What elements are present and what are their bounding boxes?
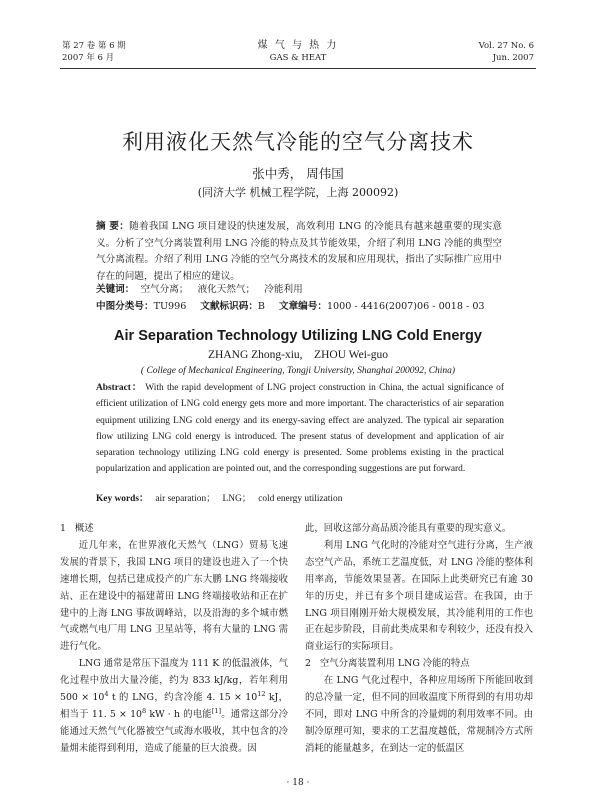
page-number: · 18 · (286, 778, 310, 788)
p2-sup-3: 8 (142, 706, 147, 715)
paragraph-3: 利用 LNG 气化时的冷能对空气进行分离，生产液态空气产品，系统工艺温度低，对 LNG 冷能的整体利用率高，节能效果显著。在国际上此类研究已有逾 30 年的历史，并已有多个项目建成运营。在我国，由于 LNG 项目刚刚开始大规模发展，其冷能利用的工作也正在起步阶段，目前此类成果和专利较少，还没有投入商业运行的实际项目。 (305, 539, 533, 653)
keywords-en-label: Key words： (96, 494, 149, 504)
abstract-cn-text: 随着我国 LNG 项目建设的快速发展，高效利用 LNG 的冷能具有越来越重要的现实意义。分析了空气分离装置利用 LNG 冷能的特点及其节能效果，介绍了利用 LNG 冷能的典型空气分离流程。介绍了利用 LNG 冷能的空气分离技术的发展和应用现状，指出了实际推广应用中存在的问题，提出了相应的建议。 (96, 221, 503, 282)
keywords-cn-label: 关键词： (96, 284, 135, 295)
abstract-en-label: Abstract： (96, 383, 143, 393)
p2-part-d: kW · h 的电能 (146, 708, 212, 720)
paper-title-cn: 利用液化天然气冷能的空气分离技术 (122, 130, 474, 154)
issue-date: 2007 年 6 月 (62, 53, 115, 63)
p2-part-c: kJ，相当于 11. 5 × 10 (60, 692, 289, 720)
volume-issue: 第 27 卷 第 6 期 (62, 41, 126, 51)
journal-name-en: GAS & HEAT (269, 53, 327, 63)
p2-sup-1: 4 (104, 689, 109, 698)
citation-ref-1[interactable]: [1] (211, 706, 222, 715)
paper-title-en: Air Separation Technology Utilizing LNG Cold Energy (114, 328, 482, 344)
p2-part-b: t 的 LNG，约含冷能 4. 15 × 10 (108, 692, 258, 704)
abstract-cn (96, 219, 502, 285)
clc-value: TU996 (153, 301, 187, 312)
doc-code-label: 文献标识码： (200, 301, 258, 312)
journal-name-cn: 煤 气 与 热 力 (257, 40, 339, 51)
keywords-en-text: air separation； LNG； cold energy utilization (148, 494, 343, 504)
p2-part-e: 。通常这部分冷能通过天然气气化器被空气或海水吸收，其中包含的冷量㶲未能得到利用，造成了能量的巨大浪费。因 (60, 708, 288, 754)
article-no-value: 1000 - 4416(2007)06 - 0018 - 03 (326, 301, 485, 312)
abstract-cn-label: 摘 要： (96, 221, 130, 232)
keywords-cn-text: 空气分离； 液化天然气； 冷能利用 (134, 284, 303, 295)
classification-cn (96, 299, 516, 315)
running-header-right (479, 40, 534, 64)
paragraph-2 (60, 656, 288, 757)
abstract-en (96, 380, 504, 478)
paragraph-2-continued: 此，回收这部分高品质冷能具有重要的现实意义。 (305, 523, 512, 534)
paragraph-1: 近几年来，在世界液化天然气（LNG）贸易飞速发展的背景下，我国 LNG 项目的建设也进入了一个快速增长期，包括已建成投产的广东大鹏 LNG 终端接收站、正在建设中的福建莆田 LNG 终端接收站和正在扩建中的上海 LNG 事故调峰站，以及沿海的多个城市燃气或燃气电厂用 LNG 卫星站等，将有大量的 LNG 需进行气化。 (60, 539, 288, 653)
header-rule (60, 68, 536, 69)
clc-label: 中图分类号： (96, 301, 154, 312)
abstract-en-text: With the rapid development of LNG project construction in China, the actual significance of efficient utilization of LNG cold energy gets more and more important. The characteristics of air separation equipment utilizing LNG cold energy and its energy-saving effect are analyzed. The typical air separation flow utilizing LNG cold energy is introduced. The present status of development and application of air separation technology utilizing LNG cold energy is presented. Some problems existing in the practical popularization and application are pointed out, and the corresponding suggestions are put forward. (96, 383, 504, 475)
volume-issue-en: Vol. 27 No. 6 (478, 41, 534, 51)
affiliation-en: ( College of Mechanical Engineering, Tongji University, Shanghai 200092, China) (140, 366, 456, 376)
authors-en: ZHANG Zhong-xiu, ZHOU Wei-guo (208, 349, 388, 361)
keywords-cn (96, 282, 502, 298)
p2-sup-2: 12 (257, 689, 266, 698)
section-2-heading: 2 空气分离装置利用 LNG 冷能的特点 (305, 658, 470, 670)
body-column-right (305, 521, 533, 758)
p2-part-a: LNG 通常是常压下温度为 111 K 的低温液体，气化过程中放出大量冷能，约为 833 kJ/kg，若年利用 500 × 10 (60, 658, 288, 704)
doc-code-value: B (257, 301, 265, 312)
section-1-heading: 1 概述 (60, 523, 94, 534)
authors-cn: 张中秀， 周伟国 (252, 166, 344, 181)
article-no-label: 文章编号： (278, 301, 327, 312)
body-column-left (60, 521, 288, 758)
affiliation-cn: (同济大学 机械工程学院，上海 200092) (197, 186, 399, 199)
issue-date-en: Jun. 2007 (492, 53, 534, 63)
paragraph-4: 在 LNG 气化过程中，各种应用场所下所能回收到的总冷量一定，但不同的回收温度下所得到的有用功却不同，即对 LNG 中所含的冷量㶲的利用效率不同。由制冷原理可知，要求的工艺温度越低，常规制冷方式所消耗的能量越多，在到达一定的低温区 (305, 675, 533, 754)
keywords-en (96, 491, 504, 507)
